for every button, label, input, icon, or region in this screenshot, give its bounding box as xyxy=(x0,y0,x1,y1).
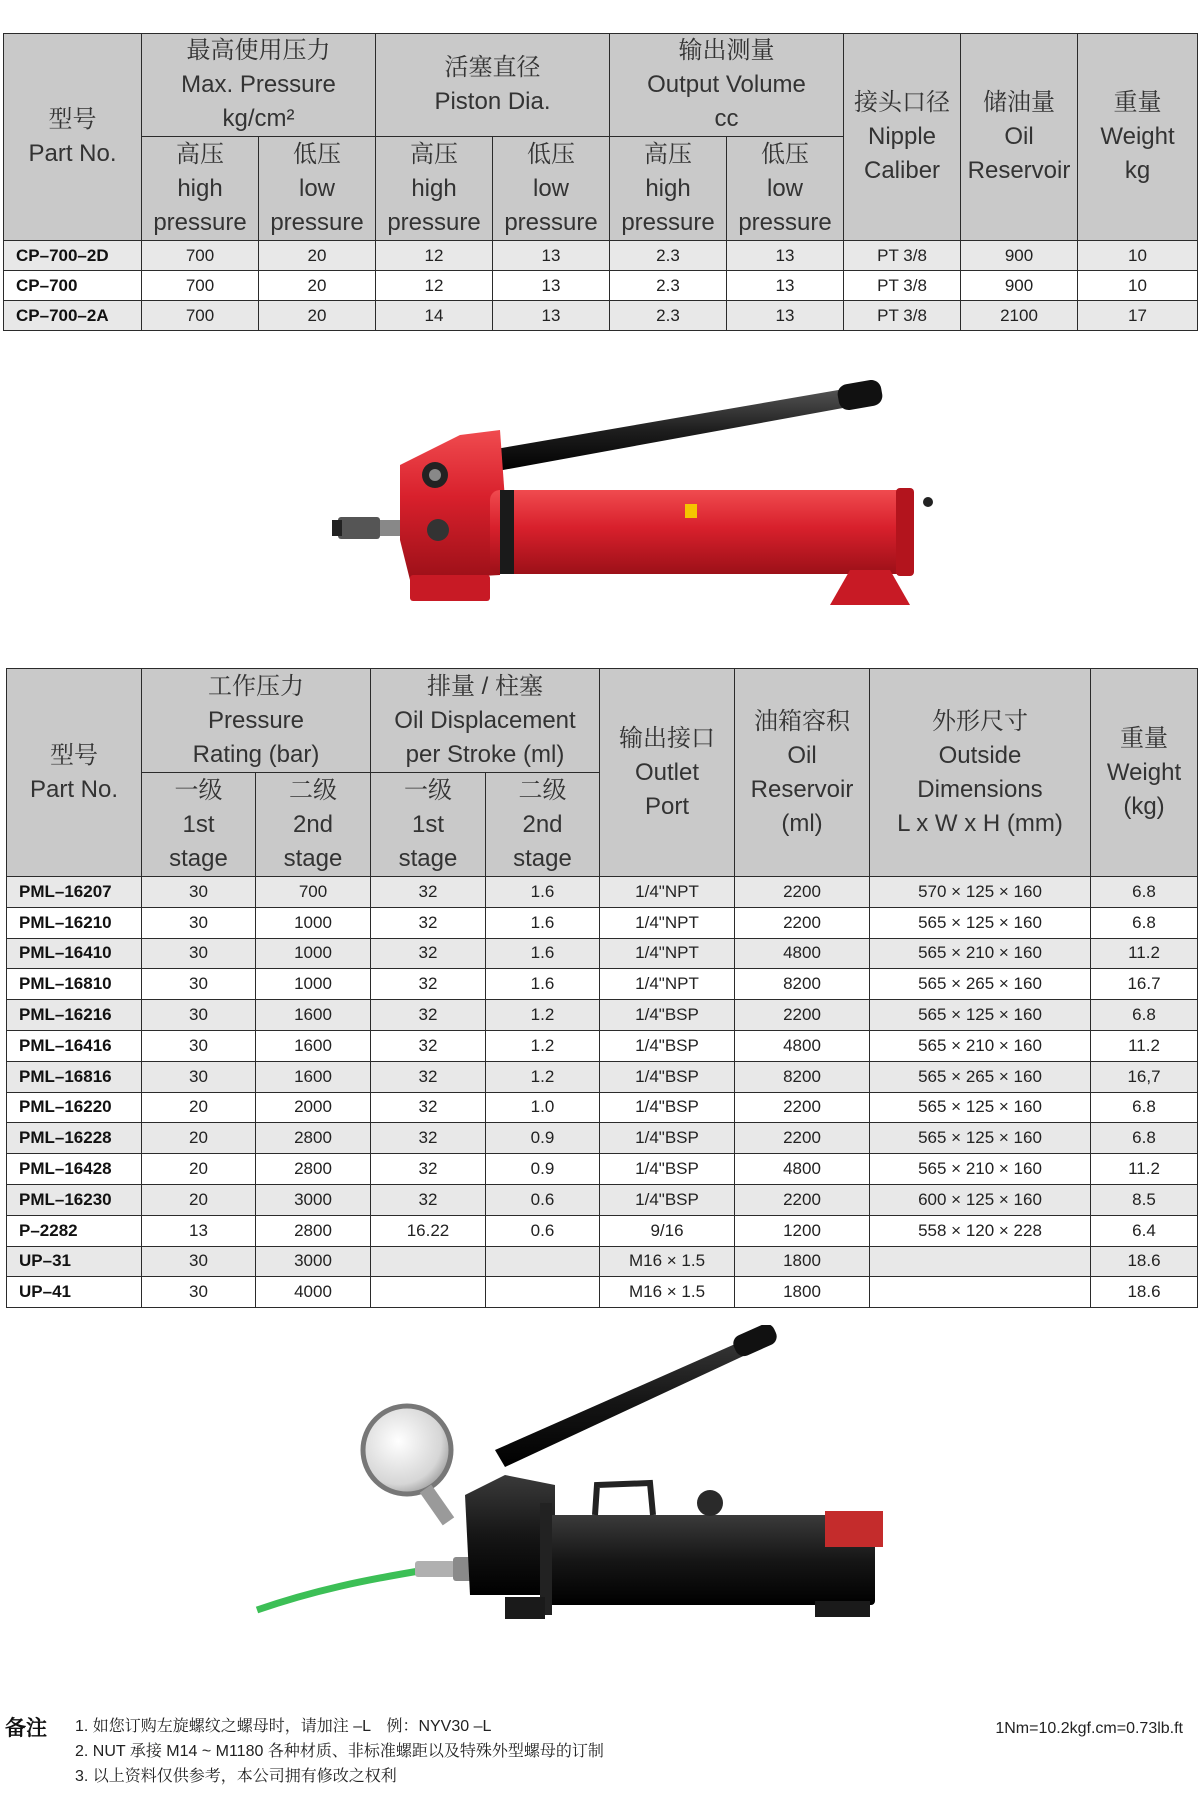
table-row xyxy=(7,1215,1198,1246)
spec-cell: 16,7 xyxy=(1091,1061,1198,1092)
spec-cell: 6.4 xyxy=(1091,1215,1198,1246)
header-output-volume: 输出测量 Output Volume cc xyxy=(610,34,844,137)
spec-cell: 16.22 xyxy=(371,1215,486,1246)
spec-cell: 1000 xyxy=(256,907,371,938)
spec-cell: 9/16 xyxy=(600,1215,735,1246)
spec-cell: 12 xyxy=(376,271,493,301)
header-pressure-rating: 工作压力 Pressure Rating (bar) xyxy=(142,669,371,773)
spec-cell: PT 3/8 xyxy=(844,301,961,331)
part-number-cell: PML–16428 xyxy=(7,1154,142,1185)
spec-cell: 30 xyxy=(142,907,256,938)
spec-cell xyxy=(870,1246,1091,1277)
spec-cell: 3000 xyxy=(256,1184,371,1215)
header-pressure-stage1: 一级 1st stage xyxy=(142,773,256,877)
part-number-cell: PML–16410 xyxy=(7,938,142,969)
spec-cell: 3000 xyxy=(256,1246,371,1277)
spec-cell: 1/4"NPT xyxy=(600,938,735,969)
spec-cell: 13 xyxy=(142,1215,256,1246)
spec-cell: 30 xyxy=(142,1246,256,1277)
table-row xyxy=(4,241,1198,271)
part-number-cell: UP–41 xyxy=(7,1277,142,1308)
spec-cell: 700 xyxy=(142,301,259,331)
notes-title: 备注 xyxy=(5,1717,47,1740)
spec-cell: 1/4"NPT xyxy=(600,969,735,1000)
spec-cell: 20 xyxy=(142,1123,256,1154)
spec-cell: 1/4"BSP xyxy=(600,1184,735,1215)
spec-cell: PT 3/8 xyxy=(844,241,961,271)
spec-cell: 1.2 xyxy=(486,1061,600,1092)
spec-cell: 11.2 xyxy=(1091,1154,1198,1185)
spec-cell: 20 xyxy=(142,1092,256,1123)
header-piston-dia: 活塞直径 Piston Dia. xyxy=(376,34,610,137)
spec-cell: 2800 xyxy=(256,1123,371,1154)
notes-list xyxy=(75,1714,604,1789)
spec-cell: 1/4"BSP xyxy=(600,1123,735,1154)
header-part-no: 型号 Part No. xyxy=(7,669,142,877)
spec-cell xyxy=(371,1277,486,1308)
part-number-cell: PML–16216 xyxy=(7,1000,142,1031)
part-number-cell: CP–700–2A xyxy=(4,301,142,331)
spec-cell: 6.8 xyxy=(1091,877,1198,908)
spec-cell: 13 xyxy=(493,271,610,301)
spec-cell: 6.8 xyxy=(1091,1000,1198,1031)
spec-cell: 2200 xyxy=(735,877,870,908)
spec-cell: 30 xyxy=(142,1030,256,1061)
table-row xyxy=(7,1246,1198,1277)
header-piston-low: 低压 low pressure xyxy=(493,137,610,241)
spec-cell: 17 xyxy=(1078,301,1198,331)
spec-cell: 1600 xyxy=(256,1000,371,1031)
spec-cell: 1800 xyxy=(735,1246,870,1277)
spec-cell: 1/4"BSP xyxy=(600,1154,735,1185)
spec-cell: 1/4"NPT xyxy=(600,907,735,938)
spec-cell: 32 xyxy=(371,877,486,908)
part-number-cell: P–2282 xyxy=(7,1215,142,1246)
part-number-cell: CP–700–2D xyxy=(4,241,142,271)
spec-cell: 1000 xyxy=(256,938,371,969)
spec-cell: 565 × 125 × 160 xyxy=(870,1092,1091,1123)
spec-cell: 20 xyxy=(259,241,376,271)
spec-cell: 11.2 xyxy=(1091,1030,1198,1061)
spec-cell: 10 xyxy=(1078,271,1198,301)
spec-cell: 14 xyxy=(376,301,493,331)
spec-cell: 2800 xyxy=(256,1154,371,1185)
spec-cell: 2000 xyxy=(256,1092,371,1123)
spec-cell: 565 × 210 × 160 xyxy=(870,1030,1091,1061)
header-output-high: 高压 high pressure xyxy=(610,137,727,241)
spec-cell: 30 xyxy=(142,1061,256,1092)
spec-cell: 32 xyxy=(371,1000,486,1031)
header-pressure-low: 低压 low pressure xyxy=(259,137,376,241)
spec-cell xyxy=(870,1277,1091,1308)
cp-pump-spec-table xyxy=(3,33,1198,331)
header-part-no: 型号 Part No. xyxy=(4,34,142,241)
spec-cell: 30 xyxy=(142,938,256,969)
table-row xyxy=(7,1000,1198,1031)
spec-cell: 565 × 125 × 160 xyxy=(870,907,1091,938)
spec-cell: 10 xyxy=(1078,241,1198,271)
spec-cell: 900 xyxy=(961,271,1078,301)
note-item: 1. 如您订购左旋螺纹之螺母时，请加注 –L 例：NYV30 –L xyxy=(75,1718,492,1735)
spec-cell: 1.6 xyxy=(486,938,600,969)
header-pressure-high: 高压 high pressure xyxy=(142,137,259,241)
note-item: 3. 以上资料仅供参考，本公司拥有修改之权利 xyxy=(75,1768,397,1785)
spec-cell: 32 xyxy=(371,1030,486,1061)
spec-cell: 32 xyxy=(371,1123,486,1154)
spec-cell: 20 xyxy=(142,1184,256,1215)
spec-cell: 0.6 xyxy=(486,1215,600,1246)
spec-cell: 4800 xyxy=(735,1030,870,1061)
spec-cell: 565 × 210 × 160 xyxy=(870,938,1091,969)
header-oil-reservoir: 油箱容积 Oil Reservoir (ml) xyxy=(735,669,870,877)
spec-cell: 2.3 xyxy=(610,271,727,301)
spec-cell: 18.6 xyxy=(1091,1246,1198,1277)
spec-cell: 1600 xyxy=(256,1061,371,1092)
header-weight: 重量 Weight (kg) xyxy=(1091,669,1198,877)
spec-cell: 32 xyxy=(371,938,486,969)
red-hand-pump-image xyxy=(330,380,950,610)
spec-cell: 4800 xyxy=(735,938,870,969)
spec-cell: 565 × 265 × 160 xyxy=(870,969,1091,1000)
spec-cell: 30 xyxy=(142,1277,256,1308)
spec-cell: 558 × 120 × 228 xyxy=(870,1215,1091,1246)
spec-cell: 700 xyxy=(142,271,259,301)
spec-cell: 6.8 xyxy=(1091,907,1198,938)
spec-cell: 20 xyxy=(142,1154,256,1185)
header-outside-dimensions: 外形尺寸 Outside Dimensions L x W x H (mm) xyxy=(870,669,1091,877)
table-row xyxy=(4,301,1198,331)
spec-cell: 1.2 xyxy=(486,1030,600,1061)
table-row xyxy=(7,938,1198,969)
spec-cell: 1/4"BSP xyxy=(600,1061,735,1092)
header-output-low: 低压 low pressure xyxy=(727,137,844,241)
notes-section xyxy=(5,1712,1195,1792)
table-row xyxy=(7,1030,1198,1061)
spec-cell: 6.8 xyxy=(1091,1123,1198,1154)
header-max-pressure: 最高使用压力 Max. Pressure kg/cm² xyxy=(142,34,376,137)
spec-cell: 30 xyxy=(142,969,256,1000)
spec-cell: 32 xyxy=(371,1184,486,1215)
table-row xyxy=(4,271,1198,301)
spec-cell: 8.5 xyxy=(1091,1184,1198,1215)
cp-pump-spec-rows xyxy=(4,241,1198,331)
spec-cell: 1.6 xyxy=(486,907,600,938)
spec-cell: 1600 xyxy=(256,1030,371,1061)
spec-cell: 1200 xyxy=(735,1215,870,1246)
spec-cell: 13 xyxy=(493,241,610,271)
part-number-cell: PML–16210 xyxy=(7,907,142,938)
spec-cell: 2800 xyxy=(256,1215,371,1246)
spec-cell: 32 xyxy=(371,1061,486,1092)
spec-cell xyxy=(371,1246,486,1277)
table-row xyxy=(7,1061,1198,1092)
spec-cell: 1.6 xyxy=(486,969,600,1000)
spec-cell: 18.6 xyxy=(1091,1277,1198,1308)
spec-cell: 570 × 125 × 160 xyxy=(870,877,1091,908)
table-row xyxy=(7,877,1198,908)
spec-cell: 32 xyxy=(371,1154,486,1185)
spec-cell: 13 xyxy=(727,241,844,271)
spec-cell: 20 xyxy=(259,271,376,301)
pml-pump-spec-table xyxy=(6,668,1198,1308)
spec-cell: 0.6 xyxy=(486,1184,600,1215)
spec-cell: 565 × 125 × 160 xyxy=(870,1123,1091,1154)
spec-cell: 1/4"NPT xyxy=(600,877,735,908)
spec-cell: 0.9 xyxy=(486,1123,600,1154)
spec-cell: 4800 xyxy=(735,1154,870,1185)
spec-cell: 565 × 210 × 160 xyxy=(870,1154,1091,1185)
spec-cell: 1.0 xyxy=(486,1092,600,1123)
spec-cell: 13 xyxy=(493,301,610,331)
part-number-cell: PML–16816 xyxy=(7,1061,142,1092)
spec-cell xyxy=(486,1246,600,1277)
header-oil-displacement: 排量 / 柱塞 Oil Displacement per Stroke (ml) xyxy=(371,669,600,773)
spec-cell: 2200 xyxy=(735,1092,870,1123)
spec-cell: 2200 xyxy=(735,907,870,938)
spec-cell: 30 xyxy=(142,1000,256,1031)
spec-cell: 2100 xyxy=(961,301,1078,331)
spec-cell: 0.9 xyxy=(486,1154,600,1185)
spec-cell: 2200 xyxy=(735,1123,870,1154)
header-nipple-caliber: 接头口径 Nipple Caliber xyxy=(844,34,961,241)
spec-cell: 8200 xyxy=(735,1061,870,1092)
table-row xyxy=(7,1277,1198,1308)
spec-cell: 11.2 xyxy=(1091,938,1198,969)
spec-cell: 2200 xyxy=(735,1000,870,1031)
spec-cell: 6.8 xyxy=(1091,1092,1198,1123)
pml-pump-spec-rows xyxy=(7,877,1198,1308)
spec-cell: 30 xyxy=(142,877,256,908)
header-pressure-stage2: 二级 2nd stage xyxy=(256,773,371,877)
black-hand-pump-with-gauge-image xyxy=(255,1325,895,1655)
spec-cell xyxy=(486,1277,600,1308)
part-number-cell: PML–16416 xyxy=(7,1030,142,1061)
spec-cell: 2.3 xyxy=(610,301,727,331)
spec-cell: 1.6 xyxy=(486,877,600,908)
spec-cell: 13 xyxy=(727,301,844,331)
part-number-cell: PML–16220 xyxy=(7,1092,142,1123)
spec-cell: 12 xyxy=(376,241,493,271)
spec-cell: M16 × 1.5 xyxy=(600,1277,735,1308)
header-displacement-stage2: 二级 2nd stage xyxy=(486,773,600,877)
table-row xyxy=(7,1123,1198,1154)
part-number-cell: PML–16810 xyxy=(7,969,142,1000)
table-row xyxy=(7,1184,1198,1215)
header-weight: 重量 Weight kg xyxy=(1078,34,1198,241)
spec-cell: 565 × 265 × 160 xyxy=(870,1061,1091,1092)
part-number-cell: PML–16207 xyxy=(7,877,142,908)
unit-conversion-note: 1Nm=10.2kgf.cm=0.73lb.ft xyxy=(995,1720,1183,1737)
spec-cell: 600 × 125 × 160 xyxy=(870,1184,1091,1215)
spec-cell: 565 × 125 × 160 xyxy=(870,1000,1091,1031)
spec-cell: 32 xyxy=(371,1092,486,1123)
header-oil-reservoir: 储油量 Oil Reservoir xyxy=(961,34,1078,241)
spec-cell: 16.7 xyxy=(1091,969,1198,1000)
part-number-cell: PML–16228 xyxy=(7,1123,142,1154)
part-number-cell: UP–31 xyxy=(7,1246,142,1277)
header-displacement-stage1: 一级 1st stage xyxy=(371,773,486,877)
spec-cell: 1800 xyxy=(735,1277,870,1308)
table-row xyxy=(7,1092,1198,1123)
table-row xyxy=(7,1154,1198,1185)
table-row xyxy=(7,969,1198,1000)
spec-cell: 13 xyxy=(727,271,844,301)
spec-cell: 20 xyxy=(259,301,376,331)
spec-cell: 2200 xyxy=(735,1184,870,1215)
part-number-cell: CP–700 xyxy=(4,271,142,301)
header-piston-high: 高压 high pressure xyxy=(376,137,493,241)
spec-cell: 1/4"BSP xyxy=(600,1092,735,1123)
spec-cell: M16 × 1.5 xyxy=(600,1246,735,1277)
table-row xyxy=(7,907,1198,938)
spec-cell: 2.3 xyxy=(610,241,727,271)
note-item: 2. NUT 承接 M14 ~ M1180 各种材质、非标准螺距以及特殊外型螺母的订制 xyxy=(75,1743,604,1760)
spec-cell: 1/4"BSP xyxy=(600,1000,735,1031)
spec-cell: 8200 xyxy=(735,969,870,1000)
header-outlet-port: 输出接口 Outlet Port xyxy=(600,669,735,877)
spec-cell: PT 3/8 xyxy=(844,271,961,301)
spec-cell: 32 xyxy=(371,969,486,1000)
spec-cell: 900 xyxy=(961,241,1078,271)
spec-cell: 1.2 xyxy=(486,1000,600,1031)
spec-cell: 700 xyxy=(142,241,259,271)
spec-cell: 1000 xyxy=(256,969,371,1000)
part-number-cell: PML–16230 xyxy=(7,1184,142,1215)
spec-cell: 32 xyxy=(371,907,486,938)
spec-cell: 1/4"BSP xyxy=(600,1030,735,1061)
spec-cell: 700 xyxy=(256,877,371,908)
spec-cell: 4000 xyxy=(256,1277,371,1308)
